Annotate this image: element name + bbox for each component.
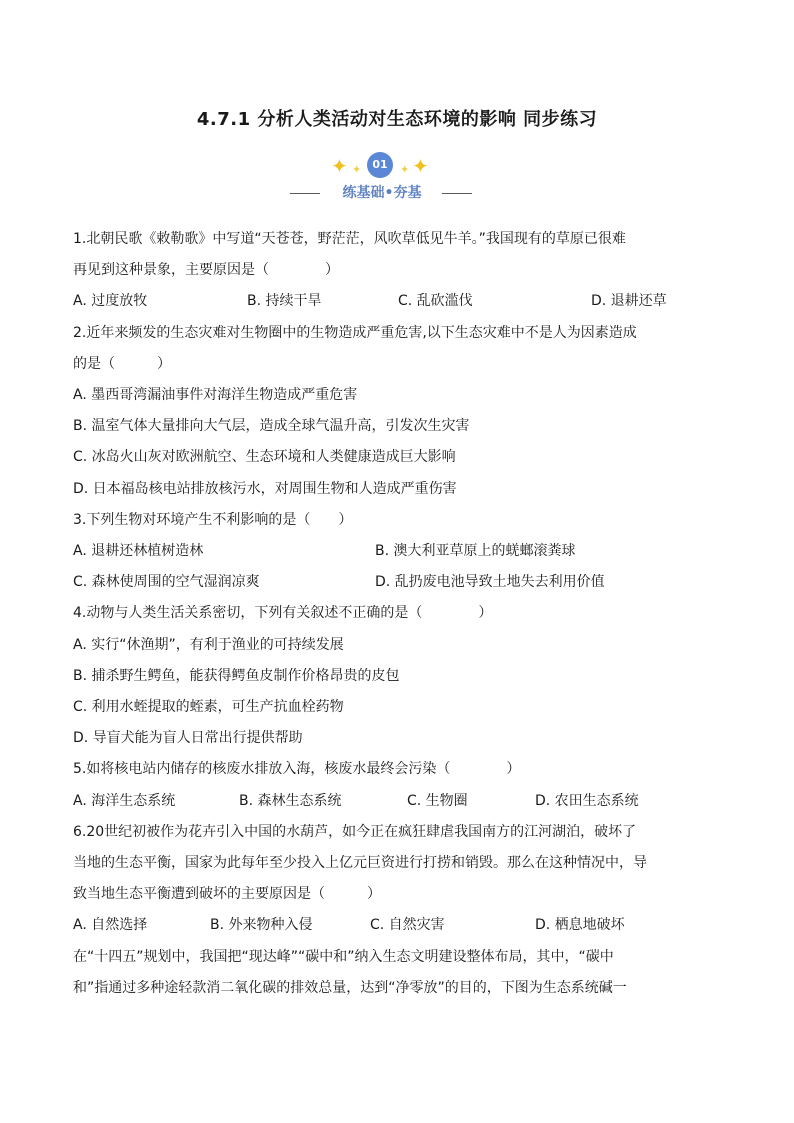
option[interactable]: C. 冰岛火山灰对欧洲航空、生态环境和人类健康造成巨大影响: [73, 449, 456, 466]
divider: [442, 193, 472, 194]
option[interactable]: D. 栖息地破坏: [535, 917, 625, 934]
option[interactable]: D. 乱扔废电池导致土地失去利用价值: [375, 574, 605, 591]
option[interactable]: B. 澳大利亚草原上的蜣螂滚粪球: [375, 543, 576, 560]
options-row: [73, 536, 723, 567]
question-text: 的是（ ）: [73, 355, 171, 372]
question-text: 致当地生态平衡遭到破坏的主要原因是（ ）: [73, 886, 381, 903]
option[interactable]: D. 导盲犬能为盲人日常出行提供帮助: [73, 730, 303, 747]
question-text: 5.如将核电站内储存的核废水排放入海，核废水最终会污染（ ）: [73, 761, 521, 778]
section-badge: [0, 150, 794, 180]
option[interactable]: D. 退耕还草: [591, 293, 667, 310]
option[interactable]: B. 森林生态系统: [239, 792, 342, 809]
passage: [73, 942, 723, 1004]
option[interactable]: A. 自然选择: [73, 917, 148, 934]
star-icon: ✦: [331, 154, 348, 178]
passage-text: 在“十四五”规划中，我国把“现达峰”“碳中和”纳入生态文明建设整体布局，其中，“碳中: [73, 948, 614, 965]
option[interactable]: D. 农田生态系统: [535, 792, 639, 809]
question-text: 再见到这种景象，主要原因是（ ）: [73, 262, 339, 279]
question-list: [73, 224, 723, 1004]
section-label: 练基础•夯基: [342, 185, 422, 201]
question: [73, 598, 723, 754]
option[interactable]: A. 海洋生态系统: [73, 792, 176, 809]
option[interactable]: B. 外来物种入侵: [210, 917, 313, 934]
question-text: 3.下列生物对环境产生不利影响的是（ ）: [73, 511, 353, 528]
option[interactable]: A. 退耕还林植树造林: [73, 543, 204, 560]
passage-text: 和”指通过多种途轻款消二氧化碳的排效总量，达到“净零放”的目的，下图为生态系统碱一: [73, 979, 627, 996]
question: [73, 318, 723, 505]
section-heading: [0, 182, 794, 204]
page-title: 4.7.1 分析人类活动对生态环境的影响 同步练习: [196, 109, 598, 130]
question-text: 2.近年来频发的生态灾难对生物圈中的生物造成严重危害,以下生态灾难中不是人为因素造成: [73, 324, 637, 341]
options-row: [73, 910, 723, 941]
question: [73, 754, 723, 816]
question: [73, 224, 723, 318]
question-text: 当地的生态平衡，国家为此每年至少投入上亿元巨资进行打捞和销毁。那么在这种情况中，导: [73, 855, 647, 871]
question: [73, 817, 723, 942]
section-number: 01: [367, 152, 393, 178]
option[interactable]: C. 森林使周围的空气湿润凉爽: [73, 574, 260, 591]
star-icon: ✦: [400, 163, 410, 176]
options-row: [73, 786, 723, 817]
star-icon: ✦: [352, 163, 362, 176]
option[interactable]: C. 生物圈: [407, 792, 468, 809]
option[interactable]: A. 实行“休渔期”，有利于渔业的可持续发展: [73, 636, 344, 653]
option[interactable]: B. 持续干旱: [247, 293, 322, 310]
star-icon: ✦: [412, 154, 429, 178]
option[interactable]: A. 过度放牧: [73, 293, 148, 310]
option[interactable]: A. 墨西哥湾漏油事件对海洋生物造成严重危害: [73, 387, 358, 403]
option[interactable]: C. 利用水蛭提取的蛭素，可生产抗血栓药物: [73, 699, 344, 715]
question: [73, 505, 723, 599]
question-text: 4.动物与人类生活关系密切，下列有关叙述不正确的是（ ）: [73, 605, 493, 622]
option[interactable]: B. 捕杀野生鳄鱼，能获得鳄鱼皮制作价格昂贵的皮包: [73, 667, 400, 684]
question-text: 1.北朝民歌《敕勒歌》中写道“天苍苍，野茫茫，风吹草低见牛羊。”我国现有的草原已很难: [73, 231, 626, 247]
option[interactable]: C. 乱砍滥伐: [398, 293, 473, 310]
options-row: [73, 286, 723, 317]
divider: [290, 193, 320, 194]
option[interactable]: D. 日本福岛核电站排放核污水，对周围生物和人造成严重伤害: [73, 480, 457, 497]
option[interactable]: C. 自然灾害: [370, 917, 445, 934]
options-row: [73, 567, 723, 598]
option[interactable]: B. 温室气体大量排向大气层，造成全球气温升高，引发次生灾害: [73, 418, 470, 435]
question-text: 6.20世纪初被作为花卉引入中国的水葫芦，如今正在疯狂肆虐我国南方的江河湖泊，破坏了: [73, 823, 637, 840]
